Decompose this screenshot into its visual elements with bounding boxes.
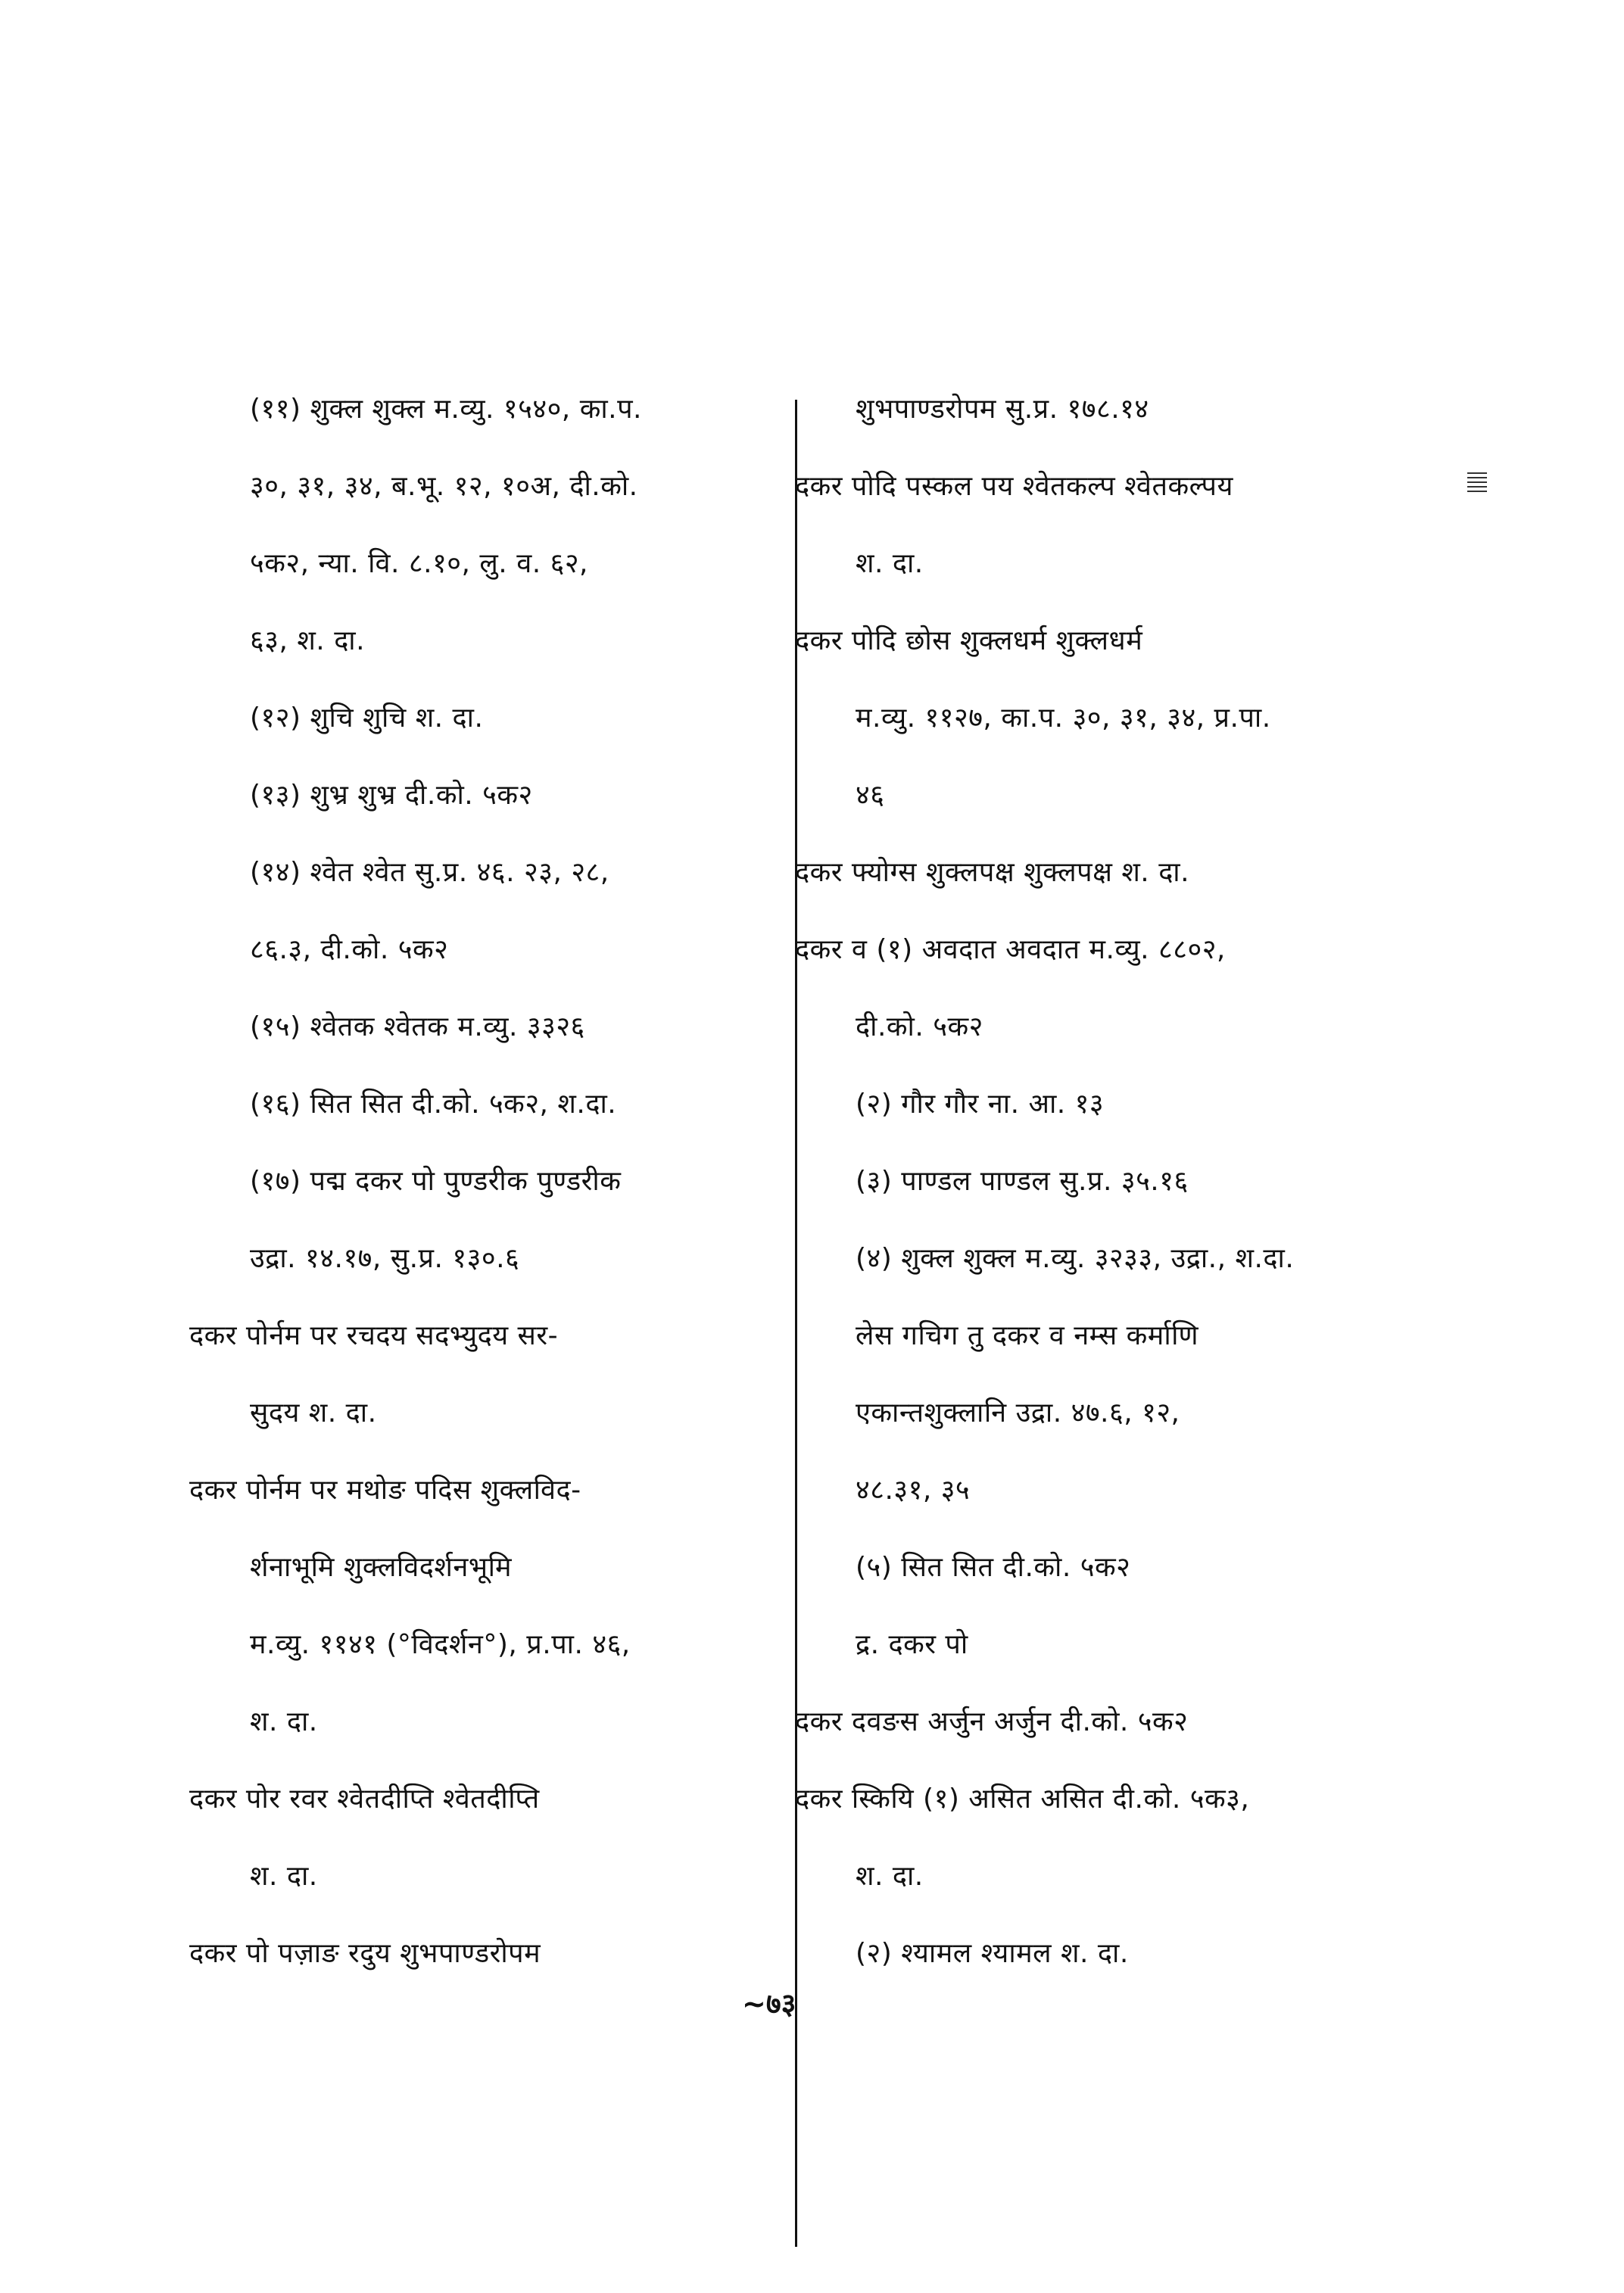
right-column — [795, 371, 1416, 1992]
headword-line: दकर पोदि पस्कल पय श्वेतकल्प श्वेतकल्पय — [795, 471, 1233, 502]
entry-line: (२) गौर गौर ना. आ. १३ — [856, 1089, 1105, 1120]
entry-line: ५क२, न्या. वि. ८.१०, लु. व. ६२, — [250, 548, 588, 579]
entry-line: ६३, श. दा. — [250, 625, 366, 656]
entry-line: लेस गचिग तु दकर व नम्स कर्माणि — [856, 1320, 1199, 1351]
entry-line: (१६) सित सित दी.को. ५क२, श.दा. — [250, 1089, 617, 1120]
entry-line: ४६ — [856, 780, 885, 811]
entry-line: ४८.३१, ३५ — [856, 1475, 971, 1506]
entry-line: (१२) शुचि शुचि श. दा. — [250, 703, 484, 734]
entry-line: म.व्यु. ११४१ (°विदर्शन°), प्र.पा. ४६, — [250, 1629, 631, 1660]
entry-line: (५) सित सित दी.को. ५क२ — [856, 1552, 1131, 1583]
headword-line: दकर स्कियि (१) असित असित दी.को. ५क३, — [795, 1784, 1250, 1815]
entry-line: ३०, ३१, ३४, ब.भू. १२, १०अ, दी.को. — [250, 471, 638, 502]
entry-line: सुदय श. दा. — [250, 1397, 377, 1428]
entry-line: एकान्तशुक्लानि उद्रा. ४७.६, १२, — [856, 1397, 1180, 1428]
headword-line: दकर पोर्नम पर मथोङ पदिस शुक्लविद- — [189, 1475, 581, 1506]
headword-line: दकर पोदि छोस शुक्लधर्म शुक्लधर्म — [795, 625, 1143, 656]
entry-line: (१३) शुभ्र शुभ्र दी.को. ५क२ — [250, 780, 533, 811]
headword-line: दकर फ्योग्स शुक्लपक्ष शुक्लपक्ष श. दा. — [795, 857, 1190, 888]
entry-line: शुभपाण्डरोपम सु.प्र. १७८.१४ — [856, 394, 1149, 425]
entry-line: म.व्यु. ११२७, का.प. ३०, ३१, ३४, प्र.पा. — [856, 703, 1271, 734]
headword-line: दकर पो पज़ाङ रदुय शुभपाण्डरोपम — [189, 1938, 541, 1969]
entry-line: (३) पाण्डल पाण्डल सु.प्र. ३५.१६ — [856, 1166, 1189, 1197]
entry-line: श. दा. — [856, 548, 924, 579]
entry-line: (१५) श्वेतक श्वेतक म.व्यु. ३३२६ — [250, 1011, 585, 1042]
entry-line: श. दा. — [856, 1861, 924, 1892]
entry-line: (२) श्यामल श्यामल श. दा. — [856, 1938, 1129, 1969]
entry-line: श. दा. — [250, 1861, 318, 1892]
left-column — [189, 371, 795, 1992]
entry-line: श. दा. — [250, 1706, 318, 1737]
margin-mark-icon — [1467, 469, 1487, 500]
entry-line: (१४) श्वेत श्वेत सु.प्र. ४६. २३, २८, — [250, 857, 609, 888]
entry-line: द्र. दकर पो — [856, 1629, 968, 1660]
entry-line: (१७) पद्म दकर पो पुण्डरीक पुण्डरीक — [250, 1166, 622, 1197]
entry-line: र्शनाभूमि शुक्लविदर्शनभूमि — [250, 1552, 512, 1583]
entry-line: उद्रा. १४.१७, सु.प्र. १३०.६ — [250, 1243, 520, 1274]
entry-line: ८६.३, दी.को. ५क२ — [250, 934, 449, 965]
headword-line: दकर व (१) अवदात अवदात म.व्यु. ८८०२, — [795, 934, 1226, 965]
headword-line: दकर दवङस अर्जुन अर्जुन दी.को. ५क२ — [795, 1706, 1189, 1737]
entry-line: (४) शुक्ल शुक्ल म.व्यु. ३२३३, उद्रा., श.दा. — [856, 1243, 1295, 1274]
headword-line: दकर पोर रवर श्वेतदीप्ति श्वेतदीप्ति — [189, 1784, 540, 1815]
page-number: ~७३ — [742, 1987, 796, 2020]
entry-line: (११) शुक्ल शुक्ल म.व्यु. १५४०, का.प. — [250, 394, 642, 425]
headword-line: दकर पोर्नम पर रचदय सदभ्युदय सर- — [189, 1320, 559, 1351]
entry-line: दी.को. ५क२ — [856, 1011, 983, 1042]
